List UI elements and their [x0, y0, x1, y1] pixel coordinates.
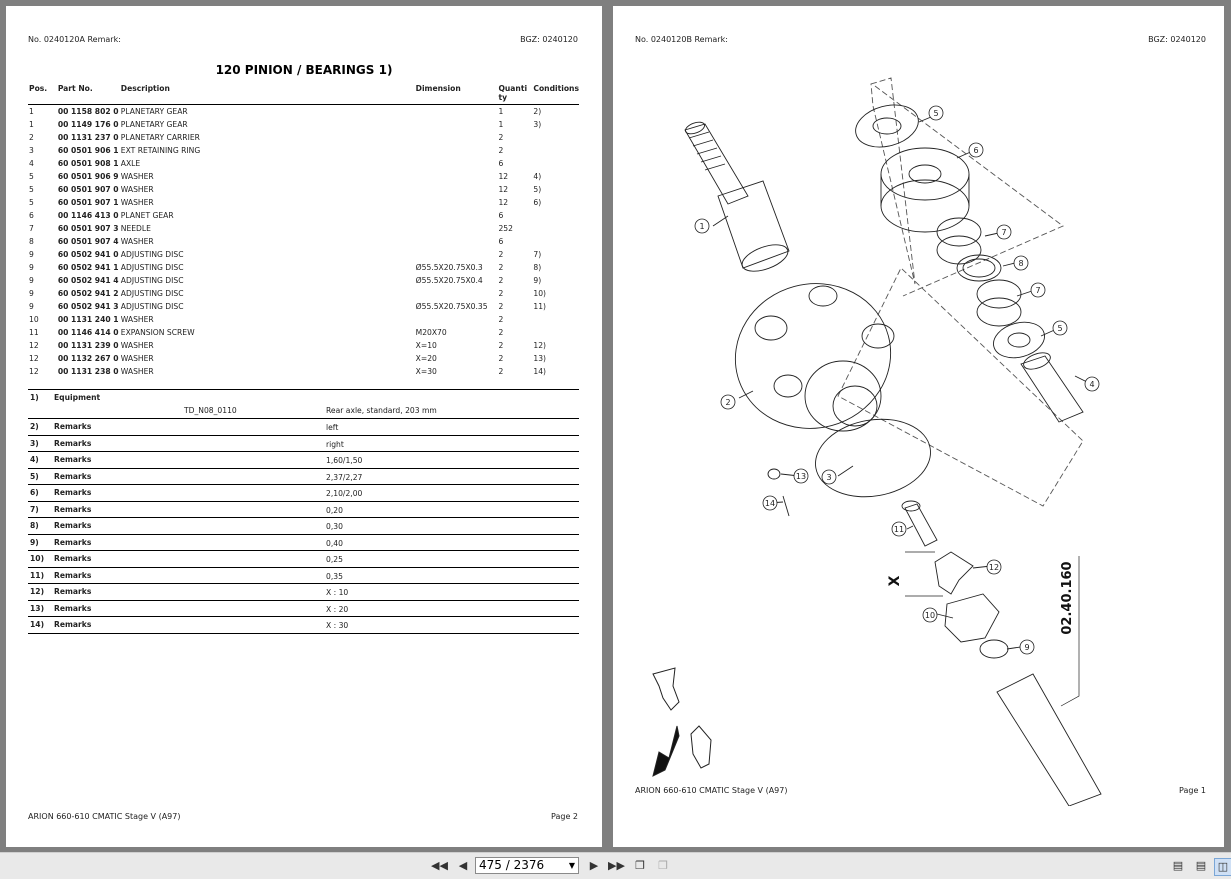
drawing-code: 02.40.160: [1060, 561, 1075, 635]
callout-2: 2: [725, 398, 731, 407]
cell-dimension: [415, 235, 498, 248]
table-row: [28, 339, 579, 352]
cell-part-no: 00 1132 267 0: [57, 354, 119, 363]
remark-row: [28, 435, 579, 452]
right-page-footer-model: ARION 660-610 CMATIC Stage V (A97): [635, 786, 788, 795]
cell-conditions: 10): [533, 289, 547, 298]
callout-5b: 5: [1057, 324, 1063, 333]
callout-7: 7: [1001, 228, 1007, 237]
prev-page-icon[interactable]: ◀: [458, 859, 468, 872]
remark-value: right: [326, 439, 344, 449]
cell-description: WASHER: [120, 185, 154, 194]
last-page-icon[interactable]: ▶▶: [608, 859, 625, 872]
cell-part-no: 60 0501 906 1: [57, 146, 119, 155]
table-row: [28, 183, 579, 196]
table-row: [28, 326, 579, 339]
cell-dimension: X=30: [415, 367, 437, 376]
remark-label: Remarks: [54, 570, 92, 580]
cell-dimension: [415, 118, 498, 131]
remark-number: 9): [30, 537, 39, 547]
table-row: [28, 235, 579, 248]
cell-conditions: [532, 222, 579, 235]
cell-quantity: 252: [498, 224, 513, 233]
cell-part-no: 60 0501 907 3: [57, 224, 119, 233]
cell-conditions: 5): [533, 185, 542, 194]
cell-pos: 1: [29, 120, 34, 129]
cell-description: ADJUSTING DISC: [120, 263, 184, 272]
right-page-header-bgz: BGZ: 0240120: [1148, 35, 1206, 44]
cell-pos: 4: [29, 159, 34, 168]
cell-dimension: X=20: [415, 354, 437, 363]
remark-value: 0,40: [326, 538, 343, 548]
cell-part-no: 60 0501 907 0: [57, 185, 119, 194]
remark-value: 0,25: [326, 555, 343, 564]
cell-quantity: 12: [498, 185, 509, 194]
copy-page-icon[interactable]: ❐: [635, 859, 645, 872]
cell-quantity: 6: [498, 159, 504, 168]
cell-description: WASHER: [120, 198, 154, 207]
remark-label: Remarks: [54, 603, 92, 613]
cell-pos: 8: [29, 237, 34, 246]
cell-part-no: 00 1131 238 0: [57, 367, 119, 376]
cell-part-no: 60 0501 907 4: [57, 237, 119, 246]
nav-arrow-up-icon[interactable]: [653, 668, 679, 710]
cell-description: PLANETARY GEAR: [120, 120, 188, 129]
cell-conditions: 8): [533, 263, 542, 272]
left-page-footer-model: ARION 660-610 CMATIC Stage V (A97): [28, 812, 181, 821]
page-title: 120 PINION / BEARINGS 1): [215, 63, 393, 77]
left-page-header-bgz: BGZ: 0240120: [520, 35, 578, 44]
remark-label: Remarks: [54, 521, 92, 530]
cell-dimension: [415, 170, 498, 183]
right-document-page: [613, 6, 1224, 847]
cell-pos: 9: [29, 289, 34, 298]
cell-pos: 2: [29, 133, 34, 142]
cell-conditions: 2): [533, 107, 542, 116]
cell-conditions: 11): [533, 302, 547, 311]
equipment-code: TD_N08_0110: [184, 406, 237, 415]
remark-row: [28, 616, 579, 634]
remark-number: 7): [30, 504, 39, 514]
left-document-page: [6, 6, 602, 847]
facing-pages-icon[interactable]: ◫: [1214, 858, 1231, 876]
callout-5: 5: [933, 109, 939, 118]
remark-label: Remarks: [54, 471, 92, 481]
cell-quantity: 2: [498, 328, 504, 337]
cell-dimension: M20X70: [415, 328, 447, 337]
table-row: [28, 248, 579, 261]
cell-description: EXT RETAINING RING: [120, 146, 201, 155]
cell-dimension: [415, 222, 498, 235]
table-row: [28, 157, 579, 170]
col-quantity: Quanti ty: [497, 84, 532, 105]
table-row: [28, 105, 579, 119]
cell-dimension: [415, 209, 498, 222]
cell-quantity: 2: [498, 263, 504, 272]
col-conditions: Conditions: [532, 84, 579, 105]
cell-conditions: [532, 157, 579, 170]
cell-description: ADJUSTING DISC: [120, 250, 184, 259]
callout-10: 10: [924, 611, 936, 620]
remark-label: Remarks: [54, 455, 92, 464]
cell-pos: 5: [29, 185, 34, 194]
paste-page-icon[interactable]: ❐: [658, 859, 668, 872]
cell-description: WASHER: [120, 237, 154, 246]
cell-conditions: [532, 144, 579, 157]
cell-dimension: [415, 105, 498, 119]
callout-11: 11: [893, 525, 905, 534]
remark-value: 0,30: [326, 522, 343, 531]
cell-pos: 12: [29, 367, 39, 376]
cell-quantity: 2: [498, 341, 504, 350]
parts-table-header: [28, 84, 579, 105]
callout-6: 6: [973, 146, 979, 155]
cell-quantity: 12: [498, 198, 509, 207]
page-indicator: 475 / 2376: [479, 858, 545, 872]
parts-table-body: [28, 105, 579, 379]
equipment-row: [28, 389, 579, 418]
first-page-icon[interactable]: ◀◀: [431, 859, 448, 872]
cell-description: PLANETARY CARRIER: [120, 133, 200, 142]
remark-number: 4): [30, 455, 39, 464]
cell-dimension: Ø55.5X20.75X0.3: [415, 263, 483, 272]
cell-conditions: [532, 235, 579, 248]
cell-quantity: 1: [498, 107, 504, 116]
cell-quantity: 2: [498, 315, 504, 324]
cell-pos: 5: [29, 172, 34, 181]
cell-part-no: 60 0502 941 4: [57, 276, 119, 285]
remark-number: 6): [30, 488, 39, 497]
callout-7b: 7: [1035, 286, 1041, 295]
cell-description: EXPANSION SCREW: [120, 328, 195, 337]
remark-label: Remarks: [54, 488, 92, 497]
cell-pos: 12: [29, 354, 39, 363]
callout-3: 3: [826, 473, 832, 482]
cell-description: WASHER: [120, 367, 154, 376]
table-row: [28, 170, 579, 183]
page-number-input[interactable]: [475, 857, 579, 874]
table-row: [28, 365, 579, 378]
cell-dimension: [415, 287, 498, 300]
remark-value: 0,35: [326, 571, 343, 581]
cell-part-no: 00 1146 414 0: [57, 328, 119, 337]
cell-quantity: 2: [498, 133, 504, 142]
cell-description: WASHER: [120, 315, 154, 324]
remark-row: [28, 517, 579, 534]
cell-conditions: 14): [533, 367, 547, 376]
callout-12: 12: [988, 563, 1000, 572]
cell-quantity: 1: [498, 120, 504, 129]
remark-value: X : 10: [326, 588, 349, 597]
cell-pos: 1: [29, 107, 34, 116]
right-page-header-number: No. 0240120B Remark:: [635, 35, 728, 44]
remark-row: [28, 567, 579, 584]
cell-description: ADJUSTING DISC: [120, 289, 184, 298]
cell-dimension: [415, 183, 498, 196]
callout-1: 1: [699, 222, 705, 231]
cell-pos: 3: [29, 146, 34, 155]
equipment-value: Rear axle, standard, 203 mm: [326, 406, 437, 415]
remark-number: 3): [30, 438, 39, 448]
cell-dimension: [415, 196, 498, 209]
cell-dimension: [415, 313, 498, 326]
cell-part-no: 60 0501 906 9: [57, 172, 119, 181]
cell-quantity: 2: [498, 302, 504, 311]
table-row: [28, 287, 579, 300]
cell-part-no: 60 0501 908 1: [57, 159, 119, 168]
remark-label: Remarks: [54, 438, 92, 448]
cell-part-no: 60 0502 941 3: [57, 302, 119, 311]
col-description: Description: [120, 84, 415, 105]
cell-dimension: [415, 248, 498, 261]
remark-number: 14): [30, 620, 45, 629]
cell-pos: 12: [29, 341, 39, 350]
cell-part-no: 60 0502 941 2: [57, 289, 119, 298]
cell-description: NEEDLE: [120, 224, 151, 233]
remarks-list: [28, 418, 579, 634]
cell-dimension: [415, 144, 498, 157]
cell-description: WASHER: [120, 172, 154, 181]
left-page-footer-page: Page 2: [551, 812, 578, 821]
continuous-page-icon[interactable]: ▤: [1195, 859, 1207, 872]
cell-quantity: 12: [498, 172, 509, 181]
remark-number: 11): [30, 570, 45, 580]
cell-description: PLANETARY GEAR: [120, 107, 188, 116]
cell-conditions: 3): [533, 120, 542, 129]
remark-row: [28, 600, 579, 617]
cell-description: ADJUSTING DISC: [120, 302, 184, 311]
cell-dimension: Ø55.5X20.75X0.4: [415, 276, 483, 285]
cell-description: WASHER: [120, 341, 154, 350]
cell-part-no: 00 1131 239 0: [57, 341, 119, 350]
remark-number: 12): [30, 587, 45, 596]
callout-13: 13: [795, 472, 807, 481]
remark-value: X : 30: [326, 621, 349, 630]
cell-pos: 10: [29, 315, 39, 324]
cell-description: AXLE: [120, 159, 141, 168]
cell-pos: 7: [29, 224, 34, 233]
remark-value: 2,10/2,00: [326, 489, 363, 498]
cell-pos: 9: [29, 250, 34, 259]
cell-pos: 9: [29, 263, 34, 272]
cell-description: ADJUSTING DISC: [120, 276, 184, 285]
cell-pos: 9: [29, 276, 34, 285]
remark-label: Remarks: [54, 504, 92, 514]
remark-value: 0,20: [326, 505, 343, 515]
remark-label: Remarks: [54, 587, 92, 596]
remark-number: 13): [30, 603, 45, 613]
cell-part-no: 00 1158 802 0: [57, 107, 119, 116]
remark-row: [28, 468, 579, 485]
cell-conditions: 4): [533, 172, 542, 181]
table-row: [28, 118, 579, 131]
dimension-x-label: X: [887, 575, 903, 587]
remark-value: left: [326, 423, 339, 432]
cell-pos: 11: [29, 328, 39, 337]
remark-label: Remarks: [54, 422, 92, 431]
cell-dimension: Ø55.5X20.75X0.35: [415, 302, 488, 311]
equipment-number: 1): [30, 393, 39, 402]
cell-conditions: 13): [533, 354, 547, 363]
remark-row: [28, 418, 579, 435]
remark-row: [28, 534, 579, 551]
cell-part-no: 00 1146 413 0: [57, 211, 119, 220]
exploded-parts-drawing: [613, 46, 1224, 806]
table-row: [28, 274, 579, 287]
cell-pos: 6: [29, 211, 34, 220]
remark-value: 2,37/2,27: [326, 472, 363, 482]
callout-4: 4: [1089, 380, 1095, 389]
col-dimension: Dimension: [415, 84, 498, 105]
cell-conditions: 9): [533, 276, 542, 285]
table-row: [28, 196, 579, 209]
cell-part-no: 00 1131 237 0: [57, 133, 119, 142]
table-row: [28, 222, 579, 235]
col-pos: Pos.: [28, 84, 57, 105]
remark-row: [28, 501, 579, 518]
cell-dimension: X=10: [415, 341, 437, 350]
cell-dimension: [415, 157, 498, 170]
cell-quantity: 6: [498, 211, 504, 220]
remark-value: 1,60/1,50: [326, 456, 363, 465]
cell-pos: 5: [29, 198, 34, 207]
parts-table: [28, 84, 579, 378]
cell-quantity: 2: [498, 354, 504, 363]
nav-arrow-down-icon[interactable]: [653, 726, 711, 776]
remark-label: Remarks: [54, 620, 92, 629]
left-page-header-number: No. 0240120A Remark:: [28, 35, 121, 44]
cell-part-no: 60 0502 941 0: [57, 250, 119, 259]
table-row: [28, 209, 579, 222]
col-part-no: Part No.: [57, 84, 120, 105]
table-row: [28, 261, 579, 274]
cell-pos: 9: [29, 302, 34, 311]
cell-part-no: 60 0501 907 1: [57, 198, 119, 207]
cell-description: PLANET GEAR: [120, 211, 174, 220]
cell-conditions: 12): [533, 341, 547, 350]
cell-part-no: 00 1131 240 1: [57, 315, 119, 324]
cell-quantity: 2: [498, 276, 504, 285]
cell-conditions: [532, 131, 579, 144]
remark-label: Remarks: [54, 537, 92, 547]
right-page-footer-page: Page 1: [1179, 786, 1206, 795]
callout-14: 14: [764, 499, 776, 508]
table-row: [28, 300, 579, 313]
table-row: [28, 144, 579, 157]
remarks-section: [28, 389, 579, 634]
remark-row: [28, 484, 579, 501]
cell-conditions: [532, 209, 579, 222]
cell-description: WASHER: [120, 354, 154, 363]
cell-part-no: 00 1149 176 0: [57, 120, 119, 129]
cell-quantity: 2: [498, 250, 504, 259]
table-row: [28, 352, 579, 365]
remark-number: 8): [30, 521, 39, 530]
callout-9: 9: [1024, 643, 1030, 652]
single-page-icon[interactable]: ▤: [1172, 859, 1184, 872]
remark-number: 5): [30, 471, 39, 481]
viewer-toolbar: [0, 852, 1231, 879]
cell-quantity: 6: [498, 237, 504, 246]
cell-conditions: [532, 326, 579, 339]
chevron-down-icon[interactable]: ▼: [568, 861, 575, 870]
cell-conditions: 6): [533, 198, 542, 207]
cell-dimension: [415, 131, 498, 144]
next-page-icon[interactable]: ▶: [589, 859, 599, 872]
cell-quantity: 2: [498, 289, 504, 298]
cell-quantity: 2: [498, 146, 504, 155]
remark-row: [28, 451, 579, 468]
cell-part-no: 60 0502 941 1: [57, 263, 119, 272]
callout-8: 8: [1018, 259, 1024, 268]
remark-row: [28, 583, 579, 600]
remark-number: 10): [30, 554, 45, 563]
cell-quantity: 2: [498, 367, 504, 376]
table-row: [28, 313, 579, 326]
equipment-label: Equipment: [54, 393, 101, 402]
remark-label: Remarks: [54, 554, 92, 563]
table-row: [28, 131, 579, 144]
remark-value: X : 20: [326, 604, 349, 614]
remark-number: 2): [30, 422, 39, 431]
cell-conditions: [532, 313, 579, 326]
cell-conditions: 7): [533, 250, 542, 259]
remark-row: [28, 550, 579, 567]
